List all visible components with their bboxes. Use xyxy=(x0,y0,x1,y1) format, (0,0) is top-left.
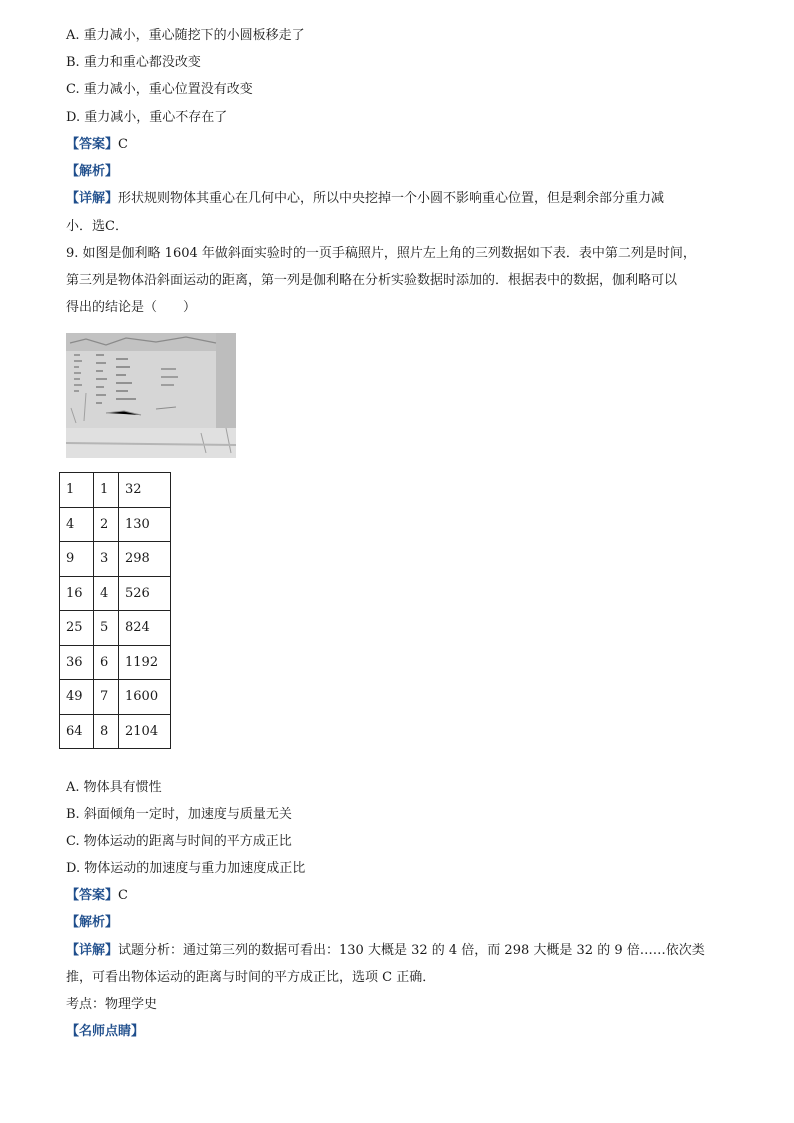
q9-teacher-tip-heading xyxy=(66,1023,144,1041)
table-row xyxy=(60,645,171,680)
answer-value: C xyxy=(118,888,128,903)
q8-option-a: A. 重力减小，重心随挖下的小圆板移走了 xyxy=(66,28,305,43)
detail-tag: 【详解】 xyxy=(66,191,119,206)
q8-detail-line-1 xyxy=(66,190,664,208)
table-cell: 6 xyxy=(94,645,119,680)
q9-option-d: D. 物体运动的加速度与重力加速度成正比 xyxy=(66,861,306,876)
table-cell: 2104 xyxy=(119,714,171,749)
data-table xyxy=(59,472,171,749)
q8-detail-line-2: 小．选C． xyxy=(66,219,128,234)
table-cell: 32 xyxy=(119,473,171,508)
table-cell: 36 xyxy=(60,645,94,680)
table-cell: 526 xyxy=(119,576,171,611)
q9-detail-line-2: 推，可看出物体运动的距离与时间的平方成正比，选项 C 正确． xyxy=(66,970,436,985)
q8-analysis-heading xyxy=(66,163,118,181)
manuscript-photo-image xyxy=(66,333,236,458)
q9-option-b: B. 斜面倾角一定时，加速度与质量无关 xyxy=(66,807,292,822)
q8-option-c: C. 重力减小，重心位置没有改变 xyxy=(66,82,253,97)
q8-answer-line xyxy=(66,136,128,154)
table-cell: 5 xyxy=(94,611,119,646)
table-cell: 130 xyxy=(119,507,171,542)
table-row xyxy=(60,611,171,646)
q9-answer-line xyxy=(66,887,128,905)
table-cell: 49 xyxy=(60,680,94,715)
q9-option-a: A. 物体具有惯性 xyxy=(66,780,162,795)
table-cell: 9 xyxy=(60,542,94,577)
answer-value: C xyxy=(118,137,128,152)
detail-text: 形状规则物体其重心在几何中心，所以中央挖掉一个小圆不影响重心位置，但是剩余部分重力减 xyxy=(118,191,665,206)
table-row xyxy=(60,507,171,542)
table-cell: 8 xyxy=(94,714,119,749)
q9-option-c: C. 物体运动的距离与时间的平方成正比 xyxy=(66,834,292,849)
answer-tag: 【答案】 xyxy=(66,137,119,152)
table-cell: 64 xyxy=(60,714,94,749)
table-row xyxy=(60,542,171,577)
q9-kaodian: 考点：物理学史 xyxy=(66,997,158,1012)
analysis-tag: 【解析】 xyxy=(66,915,119,930)
table-cell: 1600 xyxy=(119,680,171,715)
table-cell: 298 xyxy=(119,542,171,577)
table-row xyxy=(60,680,171,715)
q8-option-b: B. 重力和重心都没改变 xyxy=(66,55,201,70)
table-cell: 16 xyxy=(60,576,94,611)
detail-text: 试题分析：通过第三列的数据可看出：130 大概是 32 的 4 倍，而 298 大概是 32 的 9 倍……依次类 xyxy=(118,943,705,958)
table-cell: 25 xyxy=(60,611,94,646)
manuscript-photo xyxy=(66,333,236,458)
table-row xyxy=(60,714,171,749)
table-cell: 4 xyxy=(94,576,119,611)
q9-analysis-heading xyxy=(66,914,118,932)
detail-tag: 【详解】 xyxy=(66,943,119,958)
table-cell: 4 xyxy=(60,507,94,542)
table-cell: 1 xyxy=(94,473,119,508)
q8-option-d: D. 重力减小，重心不存在了 xyxy=(66,110,228,125)
table-cell: 824 xyxy=(119,611,171,646)
table-cell: 1192 xyxy=(119,645,171,680)
answer-tag: 【答案】 xyxy=(66,888,119,903)
table-cell: 3 xyxy=(94,542,119,577)
table-row xyxy=(60,473,171,508)
teacher-tip-tag: 【名师点睛】 xyxy=(66,1024,145,1039)
table-row xyxy=(60,576,171,611)
table-cell: 2 xyxy=(94,507,119,542)
table-cell: 7 xyxy=(94,680,119,715)
q9-stem-line-2: 第三列是物体沿斜面运动的距离，第一列是伽利略在分析实验数据时添加的．根据表中的数据，伽利略可以 xyxy=(66,273,678,288)
q9-stem-line-1: 9. 如图是伽利略 1604 年做斜面实验时的一页手稿照片，照片左上角的三列数据如下表．表中第二列是时间， xyxy=(66,246,696,261)
q9-stem-line-3: 得出的结论是（ ） xyxy=(66,300,197,315)
table-cell: 1 xyxy=(60,473,94,508)
analysis-tag: 【解析】 xyxy=(66,164,119,179)
q9-detail-line-1 xyxy=(66,942,705,960)
